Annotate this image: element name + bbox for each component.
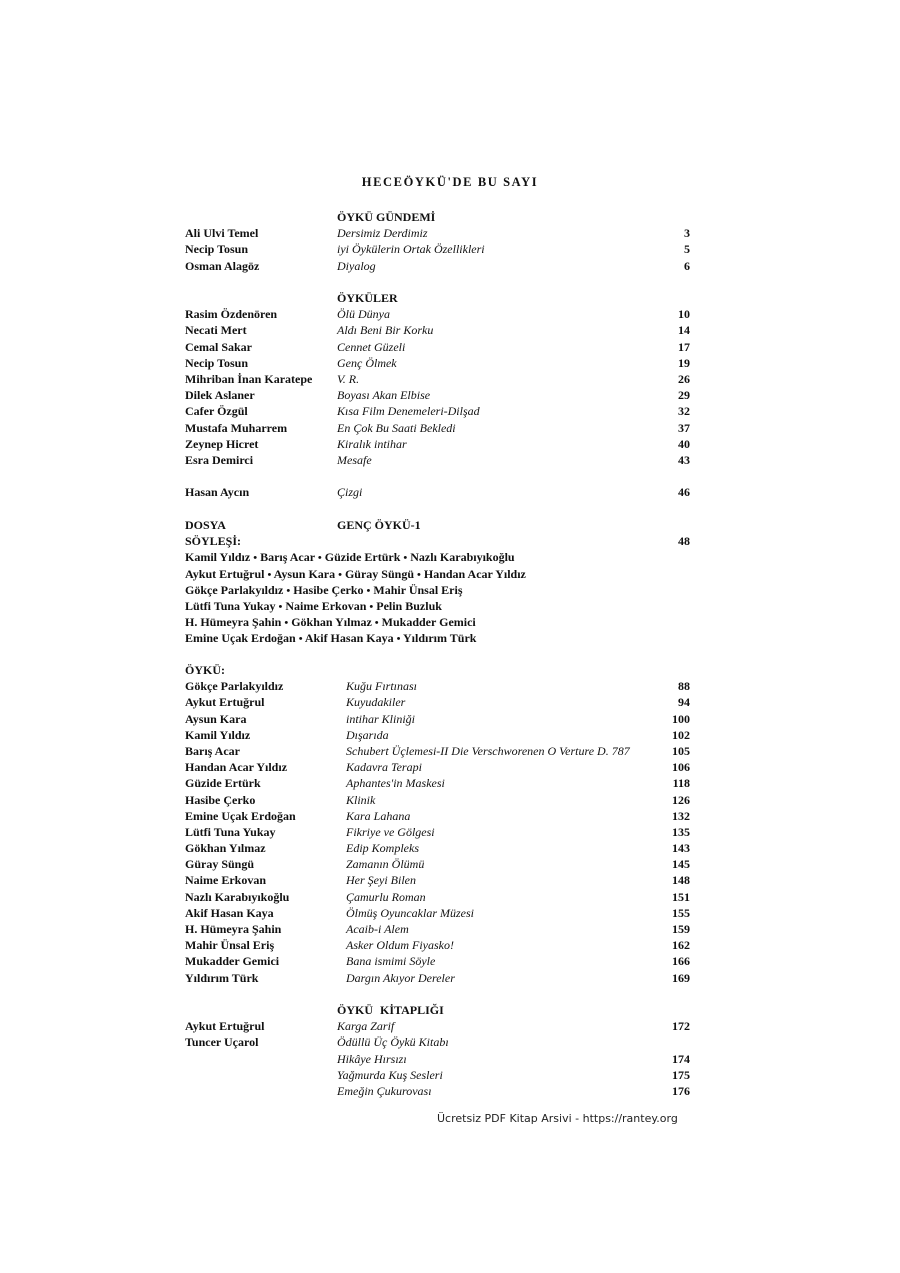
entry-title: Schubert Üçlemesi-II Die Verschworenen O Verture D. 787 bbox=[346, 743, 630, 758]
entry-page: 40 bbox=[678, 436, 690, 451]
entry-page: 3 bbox=[684, 226, 690, 241]
entry-author: Aykut Ertuğrul bbox=[185, 1019, 265, 1034]
list-item bbox=[185, 970, 690, 986]
entry-page: 46 bbox=[678, 485, 690, 499]
participant-name: Hasibe Çerko bbox=[293, 582, 364, 597]
entry-author: Cafer Özgül bbox=[185, 404, 248, 419]
entry-title: Dışarıda bbox=[346, 727, 389, 742]
entry-title: Aphantes'in Maskesi bbox=[346, 776, 445, 791]
entry-title: Kuğu Fırtınası bbox=[346, 679, 418, 694]
bullet-separator: • bbox=[374, 617, 379, 630]
bullet-separator: • bbox=[284, 617, 289, 630]
list-item bbox=[185, 792, 690, 808]
participant-name: Akif Hasan Kaya bbox=[304, 631, 394, 646]
entry-title: Diyalog bbox=[337, 258, 376, 273]
section-heading bbox=[185, 1002, 690, 1018]
entry-page: 143 bbox=[672, 841, 690, 856]
section-oyku-gundemi bbox=[185, 209, 690, 274]
entry-author: Akif Hasan Kaya bbox=[185, 905, 274, 920]
entry-page: 174 bbox=[672, 1051, 690, 1066]
entry-title: V. R. bbox=[337, 371, 360, 386]
section-oykuler bbox=[185, 290, 690, 468]
entry-title: Fikriye ve Gölgesi bbox=[346, 824, 435, 839]
entry-title: Ölmüş Oyuncaklar Müzesi bbox=[346, 905, 474, 920]
entry-page: 151 bbox=[672, 889, 690, 904]
entry-title: Ölü Dünya bbox=[337, 307, 390, 322]
entry-title: Çamurlu Roman bbox=[346, 889, 426, 904]
list-item bbox=[185, 759, 690, 775]
entry-author: Gökçe Parlakyıldız bbox=[185, 679, 284, 694]
entry-author: Dilek Aslaner bbox=[185, 388, 255, 403]
participant-name: Naime Erkovan bbox=[285, 598, 367, 613]
entry-author: Handan Acar Yıldız bbox=[185, 760, 288, 775]
section-heading-text: ÖYKÜ KİTAPLIĞI bbox=[337, 1003, 444, 1017]
entry-author: H. Hümeyra Şahin bbox=[185, 922, 282, 936]
section-oyku bbox=[185, 662, 690, 986]
entry-page: 37 bbox=[678, 420, 690, 435]
entry-title: Kara Lahana bbox=[346, 808, 411, 823]
participant-name: Handan Acar Yıldız bbox=[423, 566, 526, 581]
list-item bbox=[185, 258, 690, 274]
list-item bbox=[185, 872, 690, 888]
entry-title: Acaib-i Alem bbox=[346, 922, 409, 936]
list-item bbox=[185, 856, 690, 872]
participants-line bbox=[185, 614, 690, 630]
list-item bbox=[185, 921, 690, 937]
entry-page: 32 bbox=[678, 404, 690, 419]
participant-name: H. Hümeyra Şahin bbox=[185, 615, 282, 630]
entry-author: Nazlı Karabıyıkoğlu bbox=[185, 889, 290, 904]
entry-page: 6 bbox=[684, 258, 690, 273]
section-rows bbox=[185, 678, 690, 986]
entry-page: 106 bbox=[672, 760, 690, 775]
participant-name: Güray Süngü bbox=[344, 566, 414, 581]
entry-author: Necip Tosun bbox=[185, 355, 249, 370]
entry-title: Dargın Akıyor Dereler bbox=[346, 970, 455, 985]
list-item bbox=[185, 420, 690, 436]
entry-title: Her Şeyi Bilen bbox=[346, 873, 416, 888]
entry-title: iyi Öykülerin Ortak Özellikleri bbox=[337, 242, 485, 257]
entry-page: 19 bbox=[678, 355, 690, 370]
participants-line bbox=[185, 566, 690, 582]
list-item bbox=[185, 808, 690, 824]
entry-title: Boyası Akan Elbise bbox=[337, 388, 431, 403]
participant-name: Aykut Ertuğrul bbox=[185, 566, 265, 581]
list-item bbox=[185, 1051, 690, 1067]
list-item bbox=[185, 953, 690, 969]
entry-title: En Çok Bu Saati Bekledi bbox=[337, 420, 456, 435]
list-item bbox=[185, 452, 690, 468]
entry-title: intihar Kliniği bbox=[346, 711, 416, 726]
list-item bbox=[185, 678, 690, 694]
list-item bbox=[185, 905, 690, 921]
list-item bbox=[185, 322, 690, 338]
section-rows bbox=[185, 225, 690, 274]
entry-author: Lütfi Tuna Yukay bbox=[185, 824, 276, 839]
entry-author: Hasan Aycın bbox=[185, 485, 250, 499]
entry-page: 26 bbox=[678, 371, 690, 386]
dossier-title: GENÇ ÖYKÜ-1 bbox=[337, 518, 421, 532]
section-dossier bbox=[185, 517, 690, 647]
entry-title: Karga Zarif bbox=[337, 1019, 395, 1034]
entry-page: 169 bbox=[672, 970, 690, 985]
entry-page: 159 bbox=[672, 922, 690, 936]
section-heading-text: ÖYKÜ: bbox=[185, 663, 225, 677]
entry-page: 172 bbox=[672, 1019, 690, 1034]
entry-author: Cemal Sakar bbox=[185, 339, 252, 354]
list-item bbox=[185, 306, 690, 322]
participants-line bbox=[185, 549, 690, 565]
entry-author: Yıldırım Türk bbox=[185, 970, 259, 985]
entry-title: Ödüllü Üç Öykü Kitabı bbox=[337, 1035, 449, 1050]
participant-name: Pelin Buzluk bbox=[376, 598, 442, 613]
entry-author: Gökhan Yılmaz bbox=[185, 841, 266, 856]
participant-name: Lütfi Tuna Yukay bbox=[185, 598, 276, 613]
entry-author: Mustafa Muharrem bbox=[185, 420, 288, 435]
entry-title: Mesafe bbox=[337, 452, 372, 467]
participants-line bbox=[185, 582, 690, 598]
entry-page: 29 bbox=[678, 388, 690, 403]
entry-author: Rasim Özdenören bbox=[185, 307, 278, 322]
list-item bbox=[185, 694, 690, 710]
entry-page: 126 bbox=[672, 792, 690, 807]
footer-text: Ücretsiz PDF Kitap Arsivi - https://rantey.org bbox=[437, 1112, 678, 1125]
dossier-label: DOSYA bbox=[185, 518, 226, 532]
entry-page: 155 bbox=[672, 905, 690, 920]
participant-name: Aysun Kara bbox=[273, 566, 336, 581]
participants-line bbox=[185, 598, 690, 614]
entry-author: Güray Süngü bbox=[185, 857, 255, 872]
entry-page: 148 bbox=[672, 873, 690, 888]
list-item bbox=[185, 727, 690, 743]
interview-participants bbox=[185, 549, 690, 646]
bullet-separator: • bbox=[369, 600, 374, 613]
participant-name: Emine Uçak Erdoğan bbox=[185, 631, 296, 646]
section-oyku-kitapligi bbox=[185, 1002, 690, 1099]
entry-author: Aykut Ertuğrul bbox=[185, 695, 265, 710]
entry-author: Kamil Yıldız bbox=[185, 727, 251, 742]
entry-page: 94 bbox=[678, 695, 690, 710]
entry-author: Ali Ulvi Temel bbox=[185, 226, 259, 241]
entry-page: 145 bbox=[672, 857, 690, 872]
bullet-separator: • bbox=[286, 584, 291, 597]
entry-author: Necati Mert bbox=[185, 323, 247, 338]
list-item bbox=[185, 225, 690, 241]
list-item bbox=[185, 743, 690, 759]
entry-author: Tuncer Uçarol bbox=[185, 1035, 259, 1050]
bullet-separator: • bbox=[396, 633, 401, 646]
list-item bbox=[185, 339, 690, 355]
entry-page: 132 bbox=[672, 808, 690, 823]
participant-name: Güzide Ertürk bbox=[324, 550, 401, 565]
bullet-separator: • bbox=[278, 600, 283, 613]
entry-title: Hikâye Hırsızı bbox=[337, 1051, 407, 1066]
entry-author: Barış Acar bbox=[185, 743, 240, 758]
list-item bbox=[185, 937, 690, 953]
list-item bbox=[185, 711, 690, 727]
participant-name: Yıldırım Türk bbox=[403, 631, 477, 646]
entry-page: 14 bbox=[678, 323, 690, 338]
list-item bbox=[185, 824, 690, 840]
list-item bbox=[185, 484, 690, 500]
bullet-separator: • bbox=[317, 552, 322, 565]
entry-page: 162 bbox=[672, 938, 690, 953]
entry-author: Hasibe Çerko bbox=[185, 792, 256, 807]
entry-author: Naime Erkovan bbox=[185, 873, 266, 888]
entry-title: Bana ismimi Söyle bbox=[346, 954, 436, 969]
entry-title: Emeğin Çukurovası bbox=[337, 1083, 432, 1098]
entry-author: Güzide Ertürk bbox=[185, 776, 261, 791]
section-heading-text: ÖYKÜ GÜNDEMİ bbox=[337, 210, 436, 224]
list-item bbox=[185, 1018, 690, 1034]
entry-page: 5 bbox=[684, 242, 690, 257]
entry-page: 175 bbox=[672, 1067, 690, 1082]
entry-page: 166 bbox=[672, 954, 690, 969]
entry-title: Edip Kompleks bbox=[346, 841, 419, 856]
entry-page: 102 bbox=[672, 727, 690, 742]
participant-name: Mahir Ünsal Eriş bbox=[373, 582, 463, 597]
list-item bbox=[185, 436, 690, 452]
entry-title: Zamanın Ölümü bbox=[346, 857, 425, 872]
section-heading-text: ÖYKÜLER bbox=[337, 291, 398, 305]
section-heading bbox=[185, 209, 690, 225]
entry-page: 100 bbox=[672, 711, 690, 726]
dossier-heading bbox=[185, 517, 690, 533]
entry-title: Çizgi bbox=[337, 485, 363, 499]
entry-page: 88 bbox=[678, 679, 690, 694]
entry-author: Mahir Ünsal Eriş bbox=[185, 938, 275, 953]
list-item bbox=[185, 775, 690, 791]
section-heading bbox=[185, 290, 690, 306]
entry-author: Aysun Kara bbox=[185, 711, 247, 726]
entry-author: Mukadder Gemici bbox=[185, 954, 280, 969]
extra-entry bbox=[185, 484, 690, 500]
list-item bbox=[185, 840, 690, 856]
bullet-separator: • bbox=[267, 568, 272, 581]
entry-title: Klinik bbox=[346, 792, 376, 807]
entry-page: 17 bbox=[678, 339, 690, 354]
interview-page: 48 bbox=[678, 534, 690, 549]
interview-label: SÖYLEŞİ: bbox=[185, 534, 242, 549]
entry-title: Dersimiz Derdimiz bbox=[337, 226, 428, 241]
bullet-separator: • bbox=[338, 568, 342, 581]
entry-title: Kadavra Terapi bbox=[346, 760, 422, 775]
list-item bbox=[185, 355, 690, 371]
entry-title: Yağmurda Kuş Sesleri bbox=[337, 1067, 443, 1082]
list-item bbox=[185, 1083, 690, 1099]
bullet-separator: • bbox=[253, 552, 258, 565]
participant-name: Gökhan Yılmaz bbox=[291, 615, 372, 630]
list-item bbox=[185, 1067, 690, 1083]
entry-page: 176 bbox=[672, 1083, 690, 1098]
interview-row bbox=[185, 533, 690, 549]
entry-title: Kısa Film Denemeleri-Dilşad bbox=[337, 404, 480, 419]
list-item bbox=[185, 1034, 690, 1050]
bullet-separator: • bbox=[298, 633, 303, 646]
entry-page: 105 bbox=[672, 743, 690, 758]
entry-author: Osman Alagöz bbox=[185, 258, 260, 273]
list-item bbox=[185, 387, 690, 403]
participant-name: Barış Acar bbox=[260, 550, 315, 565]
section-rows bbox=[185, 306, 690, 468]
page-title: HECEÖYKÜ'DE BU SAYI bbox=[361, 175, 539, 189]
entry-author: Mihriban İnan Karatepe bbox=[185, 371, 313, 386]
participant-name: Mukadder Gemici bbox=[381, 615, 476, 630]
entry-author: Zeynep Hicret bbox=[185, 436, 259, 451]
bullet-separator: • bbox=[403, 552, 408, 565]
entry-author: Esra Demirci bbox=[185, 452, 254, 467]
entry-author: Emine Uçak Erdoğan bbox=[185, 808, 296, 823]
section-heading bbox=[185, 662, 690, 678]
entry-page: 43 bbox=[678, 452, 690, 467]
participants-line bbox=[185, 630, 690, 646]
entry-author: Necip Tosun bbox=[185, 242, 249, 257]
participant-name: Kamil Yıldız bbox=[185, 550, 251, 565]
entry-title: Cennet Güzeli bbox=[337, 339, 406, 354]
list-item bbox=[185, 403, 690, 419]
participant-name: Nazlı Karabıyıkoğlu bbox=[410, 550, 515, 565]
entry-title: Kiralık intihar bbox=[337, 436, 407, 451]
participant-name: Gökçe Parlakyıldız bbox=[185, 582, 284, 597]
list-item bbox=[185, 371, 690, 387]
list-item bbox=[185, 889, 690, 905]
bullet-separator: • bbox=[366, 584, 371, 597]
section-rows bbox=[185, 1018, 690, 1099]
entry-page: 135 bbox=[672, 824, 690, 839]
entry-page: 118 bbox=[672, 776, 690, 791]
entry-page: 10 bbox=[678, 307, 690, 322]
entry-title: Genç Ölmek bbox=[337, 355, 397, 370]
entry-title: Aldı Beni Bir Korku bbox=[337, 323, 434, 338]
entry-title: Kuyudakiler bbox=[346, 695, 406, 710]
entry-title: Asker Oldum Fiyasko! bbox=[346, 938, 454, 953]
list-item bbox=[185, 241, 690, 257]
bullet-separator: • bbox=[417, 568, 421, 581]
